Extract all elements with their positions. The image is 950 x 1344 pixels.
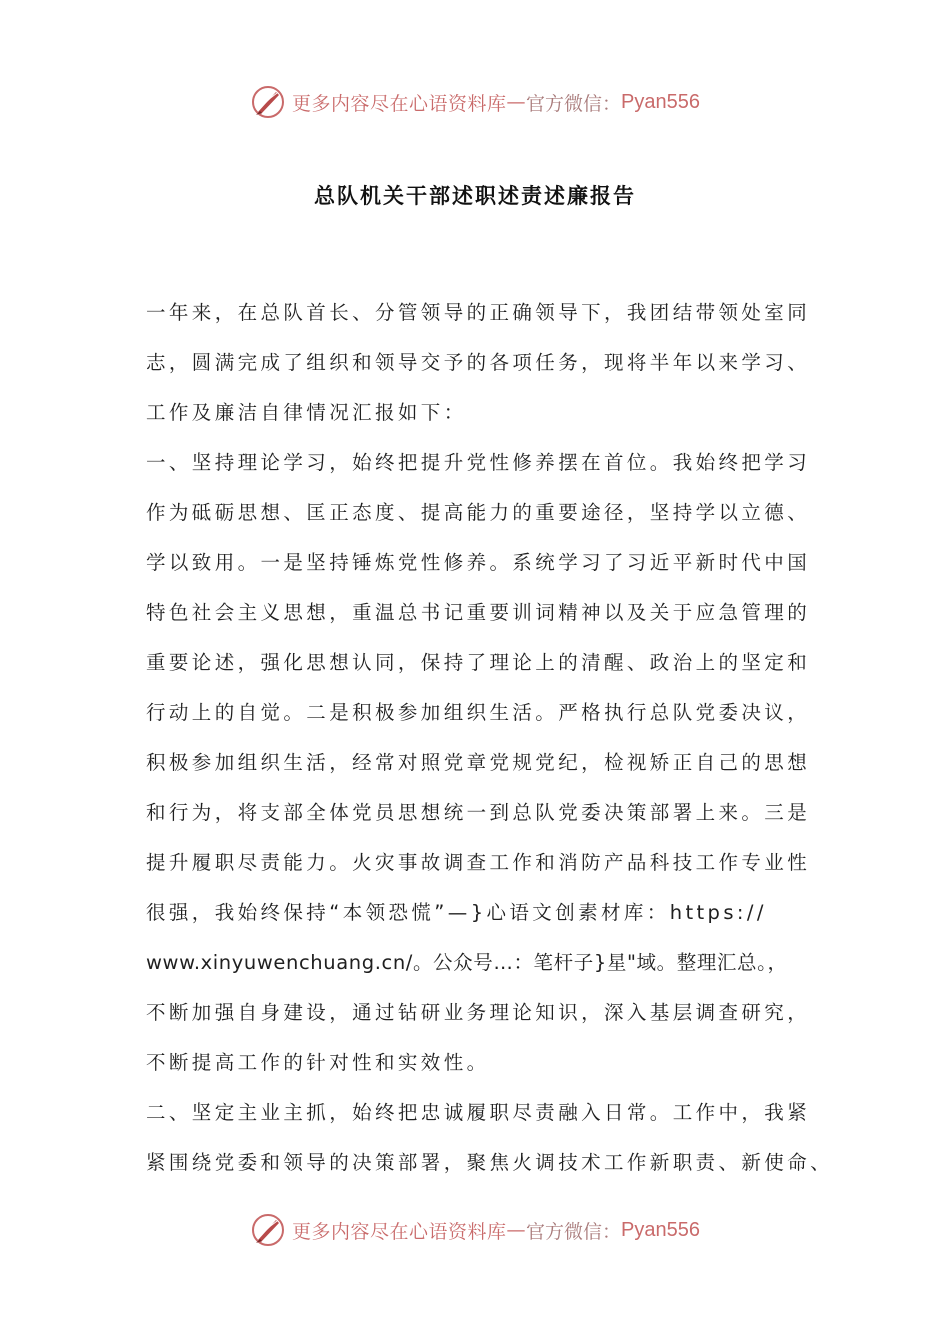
body-line: 很强，我始终保持“本领恐慌”—}心语文创素材库：https:// [146,901,767,924]
body-line: 不断提高工作的针对性和实效性。 [146,1051,490,1074]
body-line: 工作及廉洁自律情况汇报如下： [146,401,467,424]
body-line: 二、坚定主业主抓，始终把忠诚履职尽责融入日常。工作中，我紧 [146,1101,811,1124]
quill-logo-icon [250,84,286,120]
body-line: 一年来，在总队首长、分管领导的正确领导下，我团结带领处室同 [146,301,811,324]
body-line: 重要论述，强化思想认同，保持了理论上的清醒、政治上的坚定和 [146,651,811,674]
watermark-wechat-label: 官方微信： [526,92,622,115]
body-line: 积极参加组织生活，经常对照党章党规党纪，检视矫正自己的思想 [146,751,811,774]
body-line: 特色社会主义思想，重温总书记重要训词精神以及关于应急管理的 [146,601,811,624]
watermark-banner-bottom [0,1208,950,1252]
body-line: 一、坚持理论学习，始终把提升党性修养摆在首位。我始终把学习 [146,451,811,474]
quill-logo-icon [250,1212,286,1248]
body-line: 提升履职尽责能力。火灾事故调查工作和消防产品科技工作专业性 [146,851,811,874]
document-body [146,296,834,1196]
body-line: 作为砥砺思想、匡正态度、提高能力的重要途径，坚持学以立德、 [146,501,811,524]
body-line: 紧围绕党委和领导的决策部署，聚焦火调技术工作新职责、新使命、 [146,1151,834,1174]
watermark-separator: — [506,91,527,113]
document-title: 总队机关干部述职述责述廉报告 [314,184,636,208]
body-line: 学以致用。一是坚持锤炼党性修养。系统学习了习近平新时代中国 [146,551,811,574]
body-line: www.xinyuwenchuang.cn/。公众号…：笔杆子}星"域。整理汇总。， [146,951,788,974]
watermark-wechat-id: Pyan556 [621,1218,700,1241]
body-line: 和行为，将支部全体党员思想统一到总队党委决策部署上来。三是 [146,801,811,824]
watermark-text: 更多内容尽在心语资料库 [292,1220,507,1243]
watermark-text: 更多内容尽在心语资料库 [292,92,507,115]
watermark-wechat-label: 官方微信： [526,1220,622,1243]
watermark-banner-top [0,80,950,124]
body-line: 行动上的自觉。二是积极参加组织生活。严格执行总队党委决议， [146,701,811,724]
body-line: 不断加强自身建设，通过钻研业务理论知识，深入基层调查研究， [146,1001,811,1024]
body-line: 志，圆满完成了组织和领导交予的各项任务，现将半年以来学习、 [146,351,811,374]
watermark-wechat-id: Pyan556 [621,90,700,113]
watermark-separator: — [506,1219,527,1241]
